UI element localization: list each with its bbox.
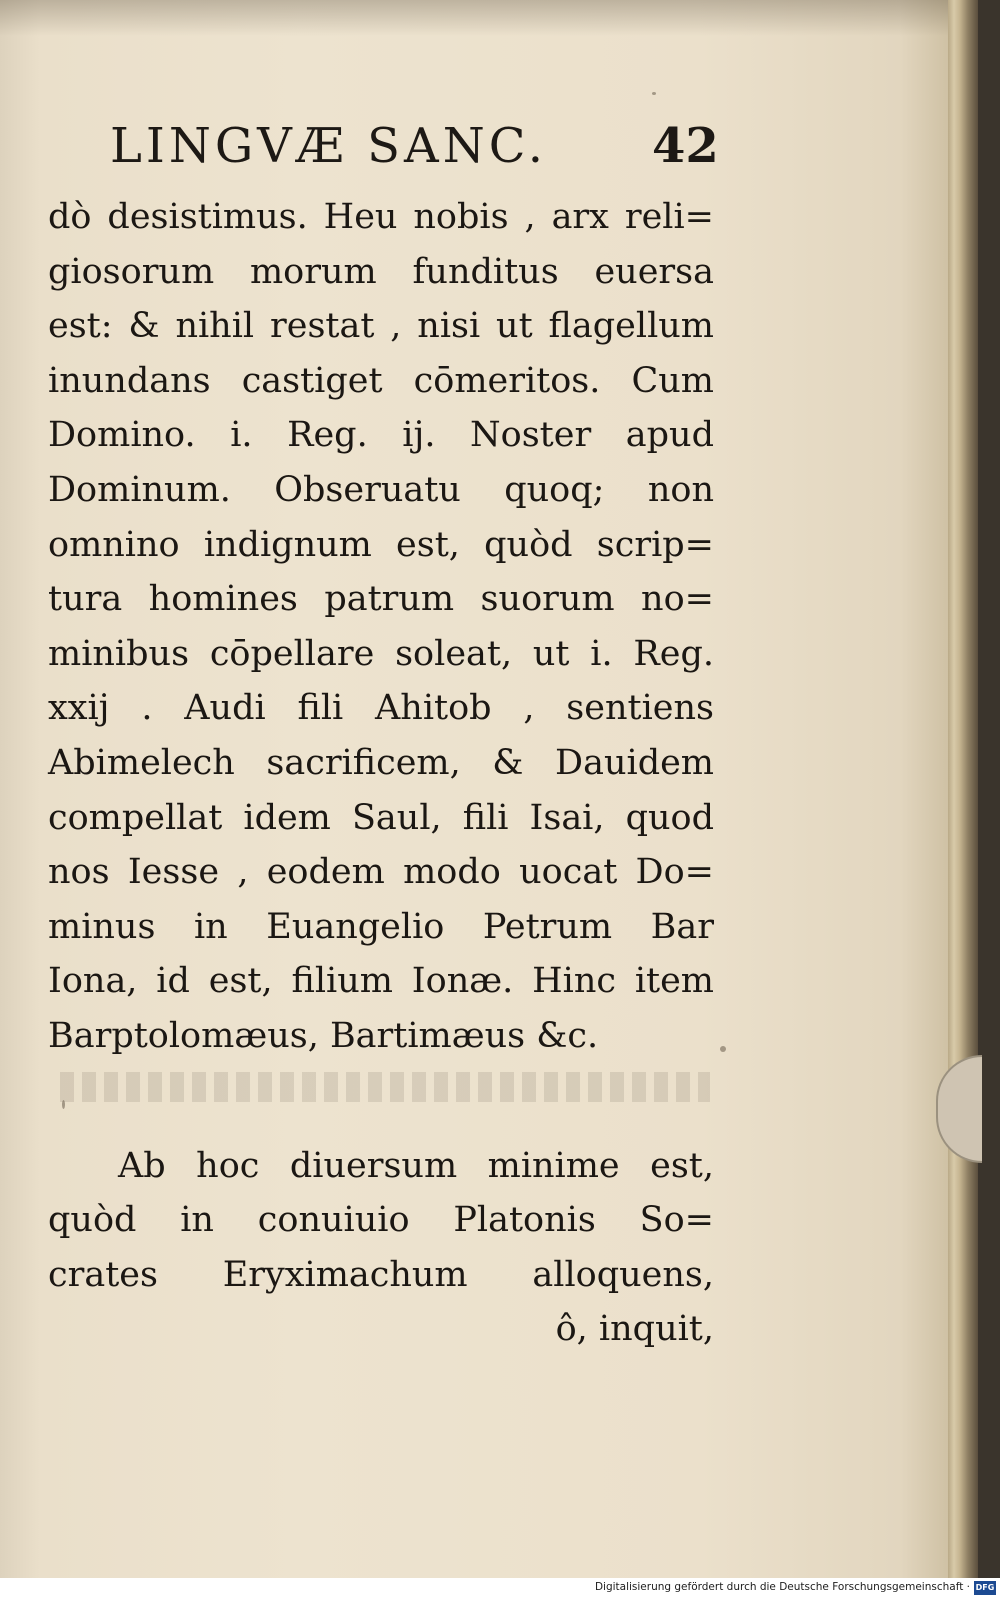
text-line: giosorum morum funditus euersa <box>48 251 714 292</box>
text-line: Ab hoc diuersum minime est, <box>118 1145 714 1186</box>
text-line: Abimelech sacrificem, & Dauidem <box>48 742 714 783</box>
footer-bar <box>0 1578 1000 1599</box>
dfg-logo: DFG <box>974 1581 996 1595</box>
text-line: minibus cōpellare soleat, ut i. Reg. <box>48 633 714 674</box>
catchword: ô, inquit, <box>555 1309 714 1350</box>
text-line: quòd in conuiuio Platonis So= <box>48 1200 714 1241</box>
bleed-through-text <box>60 1072 710 1102</box>
page-number: 42 <box>652 118 719 174</box>
paper-speck <box>62 1100 65 1109</box>
body-text <box>48 190 714 1357</box>
text-line: tura homines patrum suorum no= <box>48 579 714 620</box>
paper-speck <box>652 92 656 95</box>
page-edge <box>948 0 978 1578</box>
text-line: est: & nihil restat , nisi ut flagellum <box>48 306 714 347</box>
paper-speck <box>720 1046 726 1052</box>
running-head <box>110 118 719 188</box>
text-line: dò desistimus. Heu nobis , arx reli= <box>48 197 714 237</box>
text-line: crates Eryximachum alloquens, <box>48 1254 714 1295</box>
funding-credit: Digitalisierung gefördert durch die Deutsche Forschungsgemeinschaft · <box>594 1581 970 1593</box>
running-head-title: LINGVÆ SANC. <box>110 118 547 174</box>
text-line: compellat idem Saul, fili Isai, quod <box>48 797 714 838</box>
page-top-shadow <box>0 0 958 36</box>
text-line: Domino. i. Reg. ij. Noster apud <box>48 415 714 456</box>
text-line: inundans castiget cōmeritos. Cum <box>48 360 714 401</box>
text-line: nos Iesse , eodem modo uocat Do= <box>48 852 714 893</box>
text-line: minus in Euangelio Petrum Bar <box>48 906 714 947</box>
text-line: xxij . Audi fili Ahitob , sentiens <box>48 688 714 729</box>
text-line: Dominum. Obseruatu quoq; non <box>48 469 714 510</box>
text-line: Barptolomæus, Bartimæus &c. <box>48 1015 599 1056</box>
text-line: omnino indignum est, quòd scrip= <box>48 524 714 565</box>
text-line: Iona, id est, filium Ionæ. Hinc item <box>48 961 714 1002</box>
